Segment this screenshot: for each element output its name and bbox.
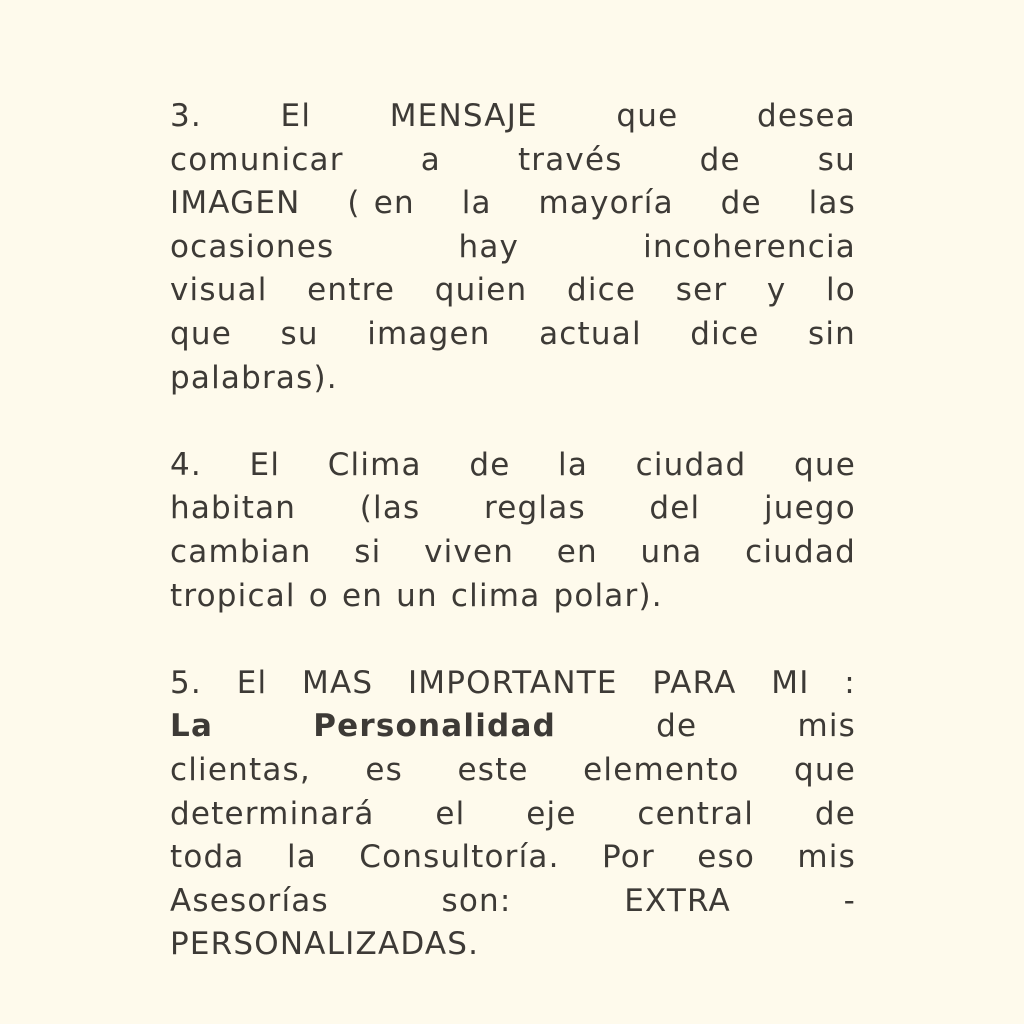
word: El (236, 664, 268, 701)
word: IMPORTANTE (407, 664, 618, 701)
word: El (249, 446, 281, 483)
word: reglas (484, 490, 586, 527)
text-line (170, 575, 856, 619)
word: la (461, 185, 492, 222)
word: MAS (302, 664, 374, 701)
word: determinará (170, 795, 375, 832)
bold-word: Personalidad (313, 708, 556, 745)
text-line (170, 749, 856, 793)
word: través (517, 141, 623, 178)
word: EXTRA (624, 882, 731, 919)
text-line (170, 836, 856, 880)
word: dice (690, 315, 760, 352)
paragraph-gap (170, 618, 856, 662)
word: Por (602, 839, 655, 876)
body-text (170, 95, 856, 967)
word: ciudad (745, 533, 856, 570)
word: la (558, 446, 589, 483)
paragraph-gap (170, 400, 856, 444)
word: en (556, 533, 598, 570)
word: que (616, 98, 679, 134)
text-line (170, 444, 856, 488)
word: su (280, 315, 319, 352)
word: clientas, (170, 751, 311, 788)
word: su (817, 141, 856, 178)
word: que (793, 446, 856, 483)
text-line (170, 923, 856, 967)
text-line (170, 357, 856, 401)
word: es (365, 751, 404, 788)
word: : (844, 664, 856, 701)
text-line (170, 139, 856, 183)
text-line (170, 313, 856, 357)
word: lo (825, 272, 856, 309)
text-line (170, 531, 856, 575)
word: quien (434, 272, 528, 309)
word: tropical o en un clima polar). (170, 577, 663, 614)
word: el (435, 795, 466, 832)
word: las (808, 185, 856, 222)
paragraph-4 (170, 444, 856, 618)
word: - (843, 882, 856, 919)
text-line (170, 880, 856, 924)
word: ocasiones (170, 228, 335, 265)
text-line (170, 793, 856, 837)
word: MENSAJE (389, 98, 538, 134)
word: ciudad (635, 446, 747, 483)
word: cambian (170, 533, 312, 570)
word: El (280, 98, 312, 134)
word: Asesorías (170, 882, 329, 919)
word: 3. (170, 98, 202, 134)
word: si (354, 533, 382, 570)
word: toda (170, 839, 245, 876)
word: ( en (347, 185, 415, 222)
word: que (170, 315, 232, 352)
text-line (170, 226, 856, 270)
word: eje (526, 795, 577, 832)
word: visual (170, 272, 268, 309)
word: PARA (652, 664, 737, 701)
paragraph-5 (170, 662, 856, 967)
word: del (649, 490, 701, 527)
word: 4. (170, 446, 202, 483)
text-line (170, 269, 856, 313)
text-line (170, 95, 856, 139)
word: de (656, 708, 698, 745)
word: mis (797, 708, 856, 745)
word: (las (359, 490, 421, 527)
text-line (170, 662, 856, 706)
word: desea (756, 98, 856, 134)
word: actual (539, 315, 642, 352)
word: que (794, 751, 856, 788)
word: este (457, 751, 529, 788)
paragraph-3 (170, 95, 856, 400)
word: entre (307, 272, 396, 309)
word: eso (697, 839, 756, 876)
text-line (170, 182, 856, 226)
word: de (699, 141, 741, 178)
word: de (469, 446, 511, 483)
word: son: (441, 882, 512, 919)
word: elemento (583, 751, 740, 788)
word: mis (797, 839, 856, 876)
word: de (720, 185, 762, 222)
word: y (766, 272, 787, 309)
text-line (170, 487, 856, 531)
word: una (640, 533, 703, 570)
word: la (286, 839, 317, 876)
word: Clima (327, 446, 422, 483)
word: habitan (170, 490, 297, 527)
word: hay (458, 228, 520, 265)
word: PERSONALIZADAS. (170, 926, 480, 963)
word: imagen (367, 315, 491, 352)
word: 5. (170, 664, 202, 701)
word: comunicar (170, 141, 344, 178)
word: MI (771, 664, 810, 701)
word: palabras). (170, 359, 338, 396)
word: sin (807, 315, 856, 352)
word: incoherencia (643, 228, 856, 265)
text-line (170, 705, 856, 749)
word: a (420, 141, 441, 178)
word: ser (675, 272, 728, 309)
word: mayoría (538, 185, 674, 222)
word: IMAGEN (170, 185, 301, 222)
word: Consultoría. (359, 839, 560, 876)
word: dice (566, 272, 637, 309)
word: central (637, 795, 755, 832)
bold-word: La (170, 708, 214, 745)
word: viven (424, 533, 515, 570)
word: de (814, 795, 856, 832)
word: juego (763, 490, 856, 527)
